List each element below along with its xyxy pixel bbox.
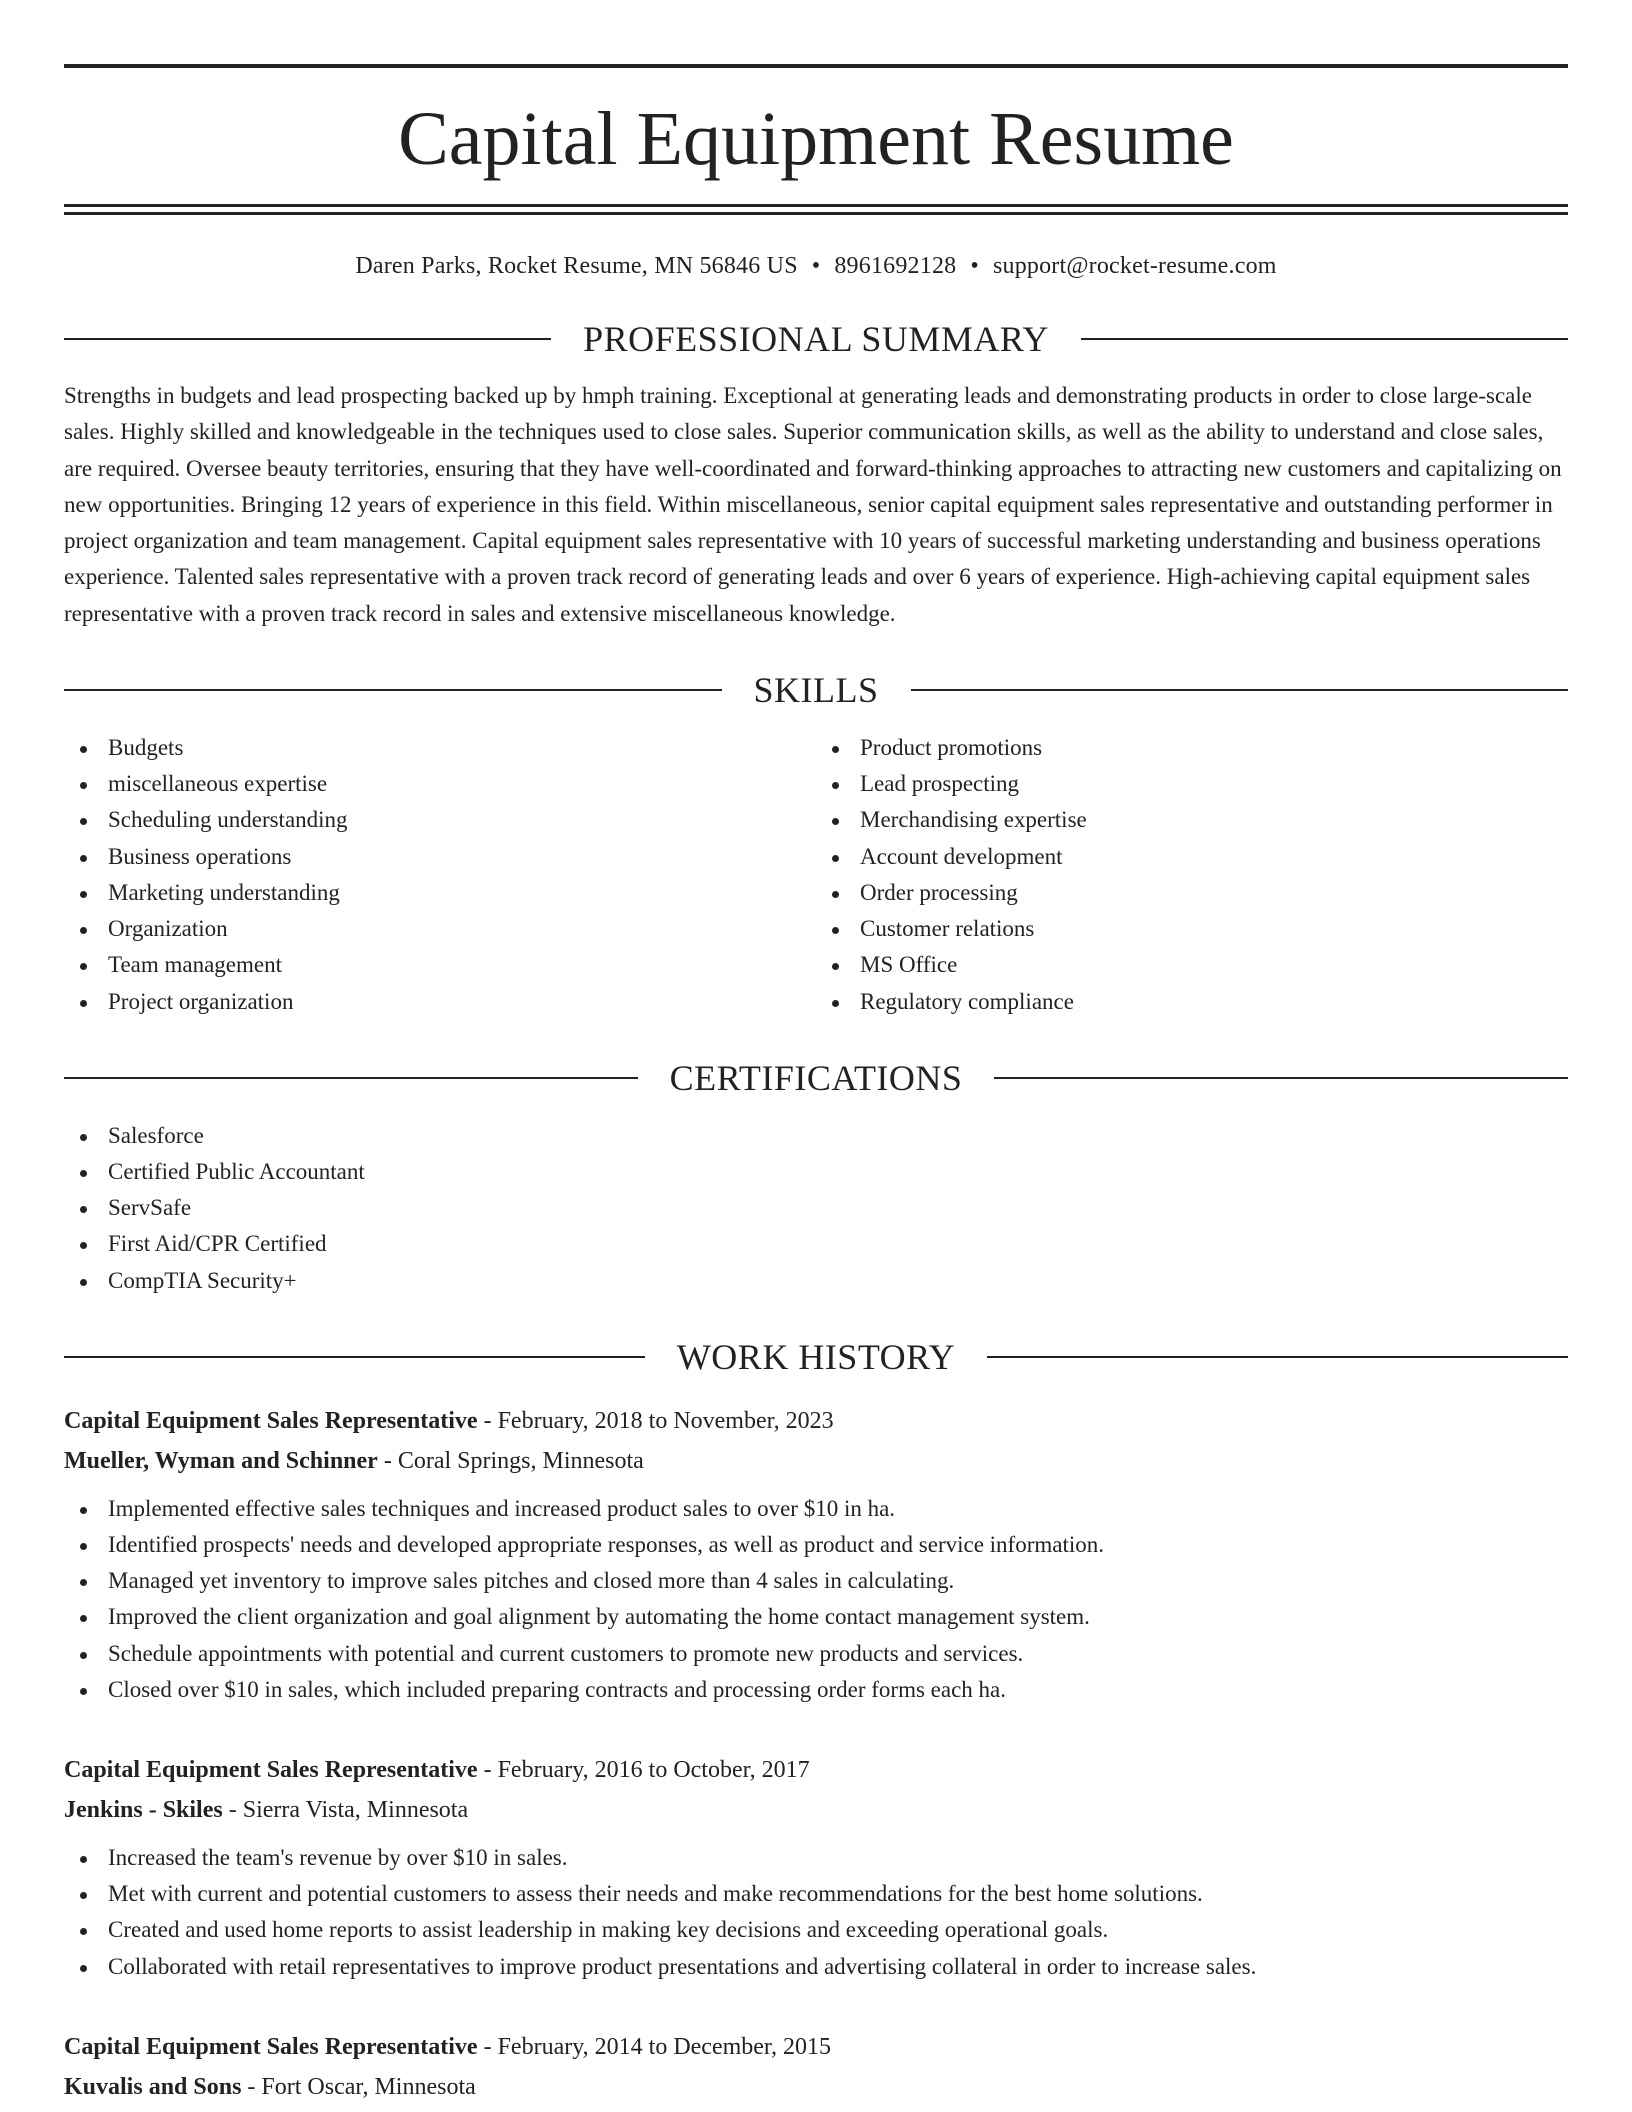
skills-list-right: [816, 730, 1568, 1020]
dash: -: [477, 1756, 498, 1783]
job-location: Coral Springs, Minnesota: [397, 1447, 644, 1474]
skill-item: Business operations: [64, 839, 816, 875]
contact-separator: •: [970, 253, 979, 279]
job-entry: [64, 2027, 1568, 2107]
job-bullet: Schedule appointments with potential and current customers to promote new products and services.: [64, 1636, 1568, 1672]
job-location: Fort Oscar, Minnesota: [261, 2073, 476, 2100]
divider-line: [987, 1356, 1568, 1358]
certification-item: CompTIA Security+: [64, 1263, 1568, 1299]
job-bullets: [64, 1840, 1568, 1985]
certifications-list: [64, 1118, 1568, 1299]
job-title: Capital Equipment Sales Representative: [64, 1407, 478, 1434]
dash: -: [477, 1407, 498, 1434]
job-company-line: [64, 2067, 1568, 2107]
job-company-line: [64, 1790, 1568, 1830]
certification-item: First Aid/CPR Certified: [64, 1226, 1568, 1262]
job-title-line: [64, 2027, 1568, 2067]
divider-line: [994, 1077, 1568, 1079]
divider-line: [64, 338, 551, 340]
contact-separator: •: [811, 253, 821, 279]
skill-item: Merchandising expertise: [816, 802, 1568, 838]
dash: -: [222, 1796, 243, 1823]
skill-item: Product promotions: [816, 730, 1568, 766]
skills-list-left: [64, 730, 816, 1020]
job-dates: February, 2014 to December, 2015: [497, 2033, 831, 2060]
title-double-rule: [64, 204, 1568, 215]
contact-line: [64, 251, 1568, 281]
work-history-heading: WORK HISTORY: [676, 1336, 956, 1377]
dash: -: [377, 1447, 398, 1474]
job-bullet: Implemented effective sales techniques and increased product sales to over $10 in ha.: [64, 1491, 1568, 1527]
job-company-line: [64, 1441, 1568, 1481]
skill-item: Project organization: [64, 984, 816, 1020]
job-title-line: [64, 1401, 1568, 1441]
job-title: Capital Equipment Sales Representative: [64, 2033, 478, 2060]
divider-line: [1081, 338, 1568, 340]
summary-text: Strengths in budgets and lead prospecting backed up by hmph training. Exceptional at generating leads and demonstrating products in order to close large-scale sales. Highly skilled and knowledgeable in the techniques used to close sales. Superior communication skills, as well as the ability to understand and close sales, are required. Oversee beauty territories, ensuring that they have well-coordinated and forward-thinking approaches to attracting new customers and capitalizing on new opportunities. Bringing 12 years of experience in this field. Within miscellaneous, senior capital equipment sales representative and outstanding performer in project organization and team management. Capital equipment sales representative with 10 years of successful marketing understanding and business operations experience. Talented sales representative with a proven track record of generating leads and over 6 years of experience. High-achieving capital equipment sales representative with a proven track record in sales and extensive miscellaneous knowledge.: [64, 383, 1562, 626]
skill-item: MS Office: [816, 947, 1568, 983]
job-company: Kuvalis and Sons: [64, 2073, 242, 2100]
certification-item: Certified Public Accountant: [64, 1154, 1568, 1190]
job-company: Jenkins - Skiles: [64, 1796, 223, 1823]
dash: -: [477, 2033, 498, 2060]
summary-heading: PROFESSIONAL SUMMARY: [583, 319, 1049, 359]
job-title-line: [64, 1750, 1568, 1790]
job-entry: [64, 1750, 1568, 1985]
skill-item: Scheduling understanding: [64, 802, 816, 838]
job-bullet: Closed over $10 in sales, which included preparing contracts and processing order forms each ha.: [64, 1672, 1568, 1708]
skill-item: Lead prospecting: [816, 766, 1568, 802]
skill-item: Customer relations: [816, 911, 1568, 947]
skill-item: miscellaneous expertise: [64, 766, 816, 802]
divider-line: [64, 1077, 638, 1079]
divider-line: [64, 689, 722, 691]
divider-line: [64, 1356, 645, 1358]
contact-email: support@rocket-resume.com: [992, 253, 1277, 279]
job-dates: February, 2018 to November, 2023: [497, 1407, 834, 1434]
job-bullet: Met with current and potential customers to assess their needs and make recommendations for the best home solutions.: [64, 1876, 1568, 1912]
job-location: Sierra Vista, Minnesota: [242, 1796, 469, 1823]
job-dates: February, 2016 to October, 2017: [497, 1756, 810, 1783]
job-title: Capital Equipment Sales Representative: [64, 1756, 478, 1783]
summary-section-header: [64, 319, 1568, 359]
divider-line: [911, 689, 1569, 691]
job-company: Mueller, Wyman and Schinner: [64, 1447, 378, 1474]
job-bullet: Improved the client organization and goal alignment by automating the home contact management system.: [64, 1599, 1568, 1635]
resume-page: [64, 64, 1568, 2107]
resume-title: Capital Equipment Resume: [398, 97, 1234, 181]
skill-item: Account development: [816, 839, 1568, 875]
job-entry: [64, 1401, 1568, 1708]
contact-phone: 8961692128: [834, 253, 957, 279]
skill-item: Budgets: [64, 730, 816, 766]
certification-item: ServSafe: [64, 1190, 1568, 1226]
job-bullets: [64, 1491, 1568, 1708]
skills-columns: [64, 730, 1568, 1020]
skill-item: Organization: [64, 911, 816, 947]
skills-heading: SKILLS: [753, 670, 879, 711]
skill-item: Regulatory compliance: [816, 984, 1568, 1020]
certifications-section-header: [64, 1058, 1568, 1098]
job-bullet: Identified prospects' needs and developed appropriate responses, as well as product and service information.: [64, 1527, 1568, 1563]
skill-item: Team management: [64, 947, 816, 983]
skill-item: Marketing understanding: [64, 875, 816, 911]
dash: -: [241, 2073, 262, 2100]
job-bullet: Collaborated with retail representatives to improve product presentations and advertising collateral in order to increase sales.: [64, 1949, 1568, 1985]
work-history-section-header: [64, 1337, 1568, 1377]
skill-item: Order processing: [816, 875, 1568, 911]
job-bullet: Managed yet inventory to improve sales pitches and closed more than 4 sales in calculating.: [64, 1563, 1568, 1599]
job-bullet: Created and used home reports to assist leadership in making key decisions and exceeding operational goals.: [64, 1912, 1568, 1948]
skills-section-header: [64, 670, 1568, 710]
certifications-heading: CERTIFICATIONS: [669, 1057, 963, 1098]
job-bullet: Increased the team's revenue by over $10 in sales.: [64, 1840, 1568, 1876]
contact-address: Daren Parks, Rocket Resume, MN 56846 US: [355, 253, 798, 279]
certification-item: Salesforce: [64, 1118, 1568, 1154]
